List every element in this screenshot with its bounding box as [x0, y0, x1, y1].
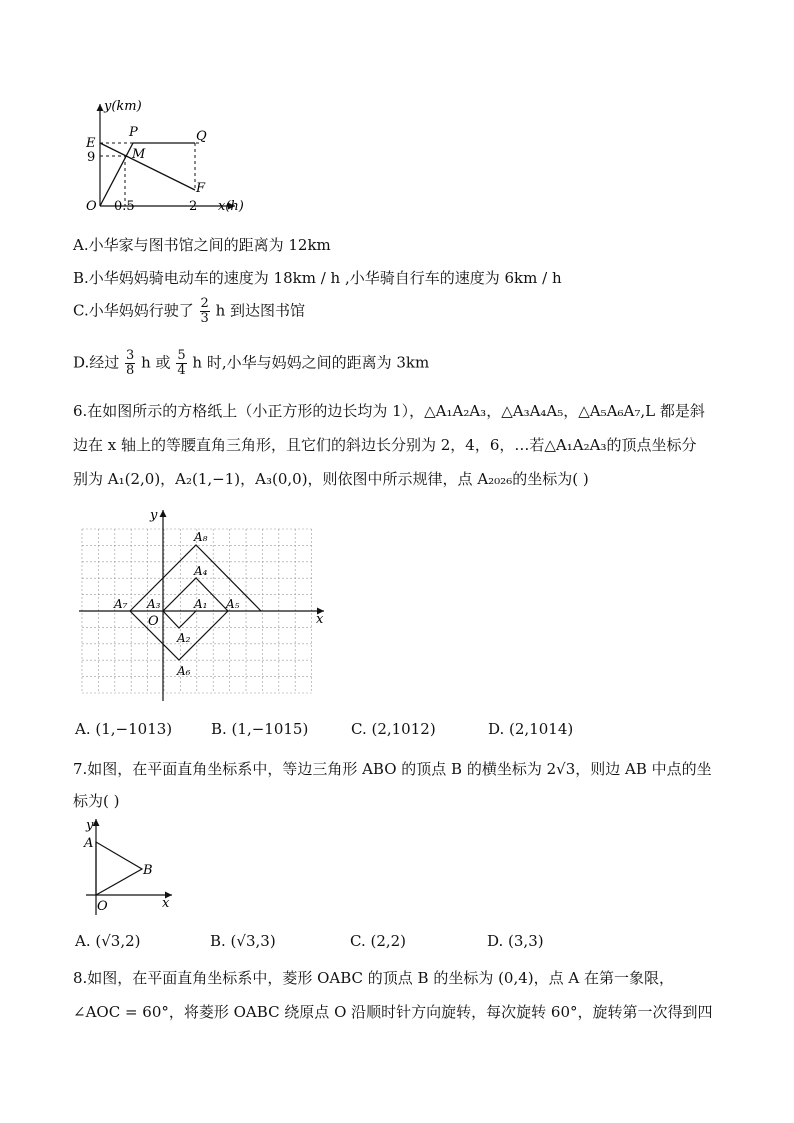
q6-line-1: 6.在如图所示的方格纸上（小正方形的边长均为 1），△A₁A₂A₃，△A₃A₄A₅，△A₅A₆A₇,L 都是斜 [73, 402, 705, 420]
axis-x-label: x [316, 612, 324, 627]
point-b: B [143, 863, 153, 878]
q5-option-c-suffix: h 到达图书馆 [215, 301, 305, 320]
equilateral-triangle-figure [80, 815, 180, 920]
point-m: M [132, 147, 146, 162]
axis-y-label: y [150, 508, 158, 523]
point-e: E [86, 136, 96, 151]
q7-option-c: C. (2,2) [350, 932, 407, 950]
fraction-denominator: 8 [126, 363, 135, 378]
q6-line-3: 别为 A₁(2,0)，A₂(1,−1)，A₃(0,0)，则依图中所示规律，点 A₂₀₂₆的坐标为( ) [73, 470, 589, 488]
label-a2: A₂ [177, 631, 191, 645]
q5-option-d-mid: h 或 [141, 353, 171, 372]
q5-option-a: A.小华家与图书馆之间的距离为 12km [73, 236, 331, 254]
q7-line-2: 标为( ) [73, 792, 120, 810]
label-a7: A₇ [114, 597, 128, 611]
y-tick-9: 9 [87, 150, 96, 165]
fraction-numerator: 3 [126, 348, 135, 363]
q6-option-d: D. (2,1014) [488, 720, 574, 738]
grid-triangles-figure [76, 505, 336, 707]
label-a4: A₄ [194, 564, 208, 578]
x-tick-2: 2 [189, 199, 198, 214]
x-tick-05: 0.5 [114, 199, 135, 214]
q5-option-c-prefix: C.小华妈妈行驶了 [73, 301, 194, 320]
q7-option-d: D. (3,3) [487, 932, 544, 950]
fraction-2-3 [200, 297, 210, 326]
fraction-denominator: 4 [177, 363, 186, 378]
point-o: O [86, 199, 97, 214]
q8-line-1: 8.如图，在平面直角坐标系中，菱形 OABC 的顶点 B 的坐标为 (0,4)，点 A 在第一象限， [73, 969, 675, 987]
q5-option-d-suffix: h 时,小华与妈妈之间的距离为 3km [192, 353, 430, 372]
fraction-5-4 [176, 349, 186, 378]
label-a6: A₆ [177, 664, 191, 678]
q5-option-d-prefix: D.经过 [73, 353, 120, 372]
y-axis-label: y(km) [104, 99, 142, 114]
q5-option-d [73, 349, 429, 378]
label-a8: A₈ [194, 530, 208, 544]
label-a5: A₅ [226, 597, 240, 611]
q7-options [75, 932, 544, 950]
q7-option-b: B. (√3,3) [210, 932, 276, 950]
q6-option-c: C. (2,1012) [351, 720, 436, 738]
q8-line-2: ∠AOC = 60°，将菱形 OABC 绕原点 O 沿顺时针方向旋转，每次旋转 60°，旋转第一次得到四 [73, 1003, 713, 1021]
origin-o: O [148, 614, 159, 629]
label-a3: A₃ [147, 597, 161, 611]
fraction-numerator: 5 [177, 348, 186, 363]
point-q: Q [196, 129, 207, 144]
q7-option-a: A. (√3,2) [75, 932, 141, 950]
q6-line-2: 边在 x 轴上的等腰直角三角形，且它们的斜边长分别为 2，4，6，…若△A₁A₂A₃的顶点坐标分 [73, 436, 697, 454]
q6-options [75, 720, 573, 738]
label-a1: A₁ [194, 597, 208, 611]
axis-x-label: x [162, 896, 170, 911]
point-p: P [129, 125, 138, 140]
fraction-denominator: 3 [200, 311, 209, 326]
fraction-3-8 [125, 349, 135, 378]
fraction-numerator: 2 [200, 296, 209, 311]
q7-line-1: 7.如图，在平面直角坐标系中，等边三角形 ABO 的顶点 B 的横坐标为 2√3，则边 AB 中点的坐 [73, 760, 712, 778]
distance-time-graph [80, 96, 250, 221]
q5-option-b: B.小华妈妈骑电动车的速度为 18km / h ,小华骑自行车的速度为 6km / h [73, 269, 562, 287]
point-o: O [97, 899, 108, 914]
q6-option-b: B. (1,−1015) [211, 720, 309, 738]
point-a: A [84, 836, 94, 851]
axis-y-label: y [86, 818, 94, 833]
point-f: F [196, 181, 206, 196]
q6-option-a: A. (1,−1013) [75, 720, 173, 738]
q5-option-c [73, 297, 305, 326]
x-axis-label: x(h) [218, 199, 244, 214]
